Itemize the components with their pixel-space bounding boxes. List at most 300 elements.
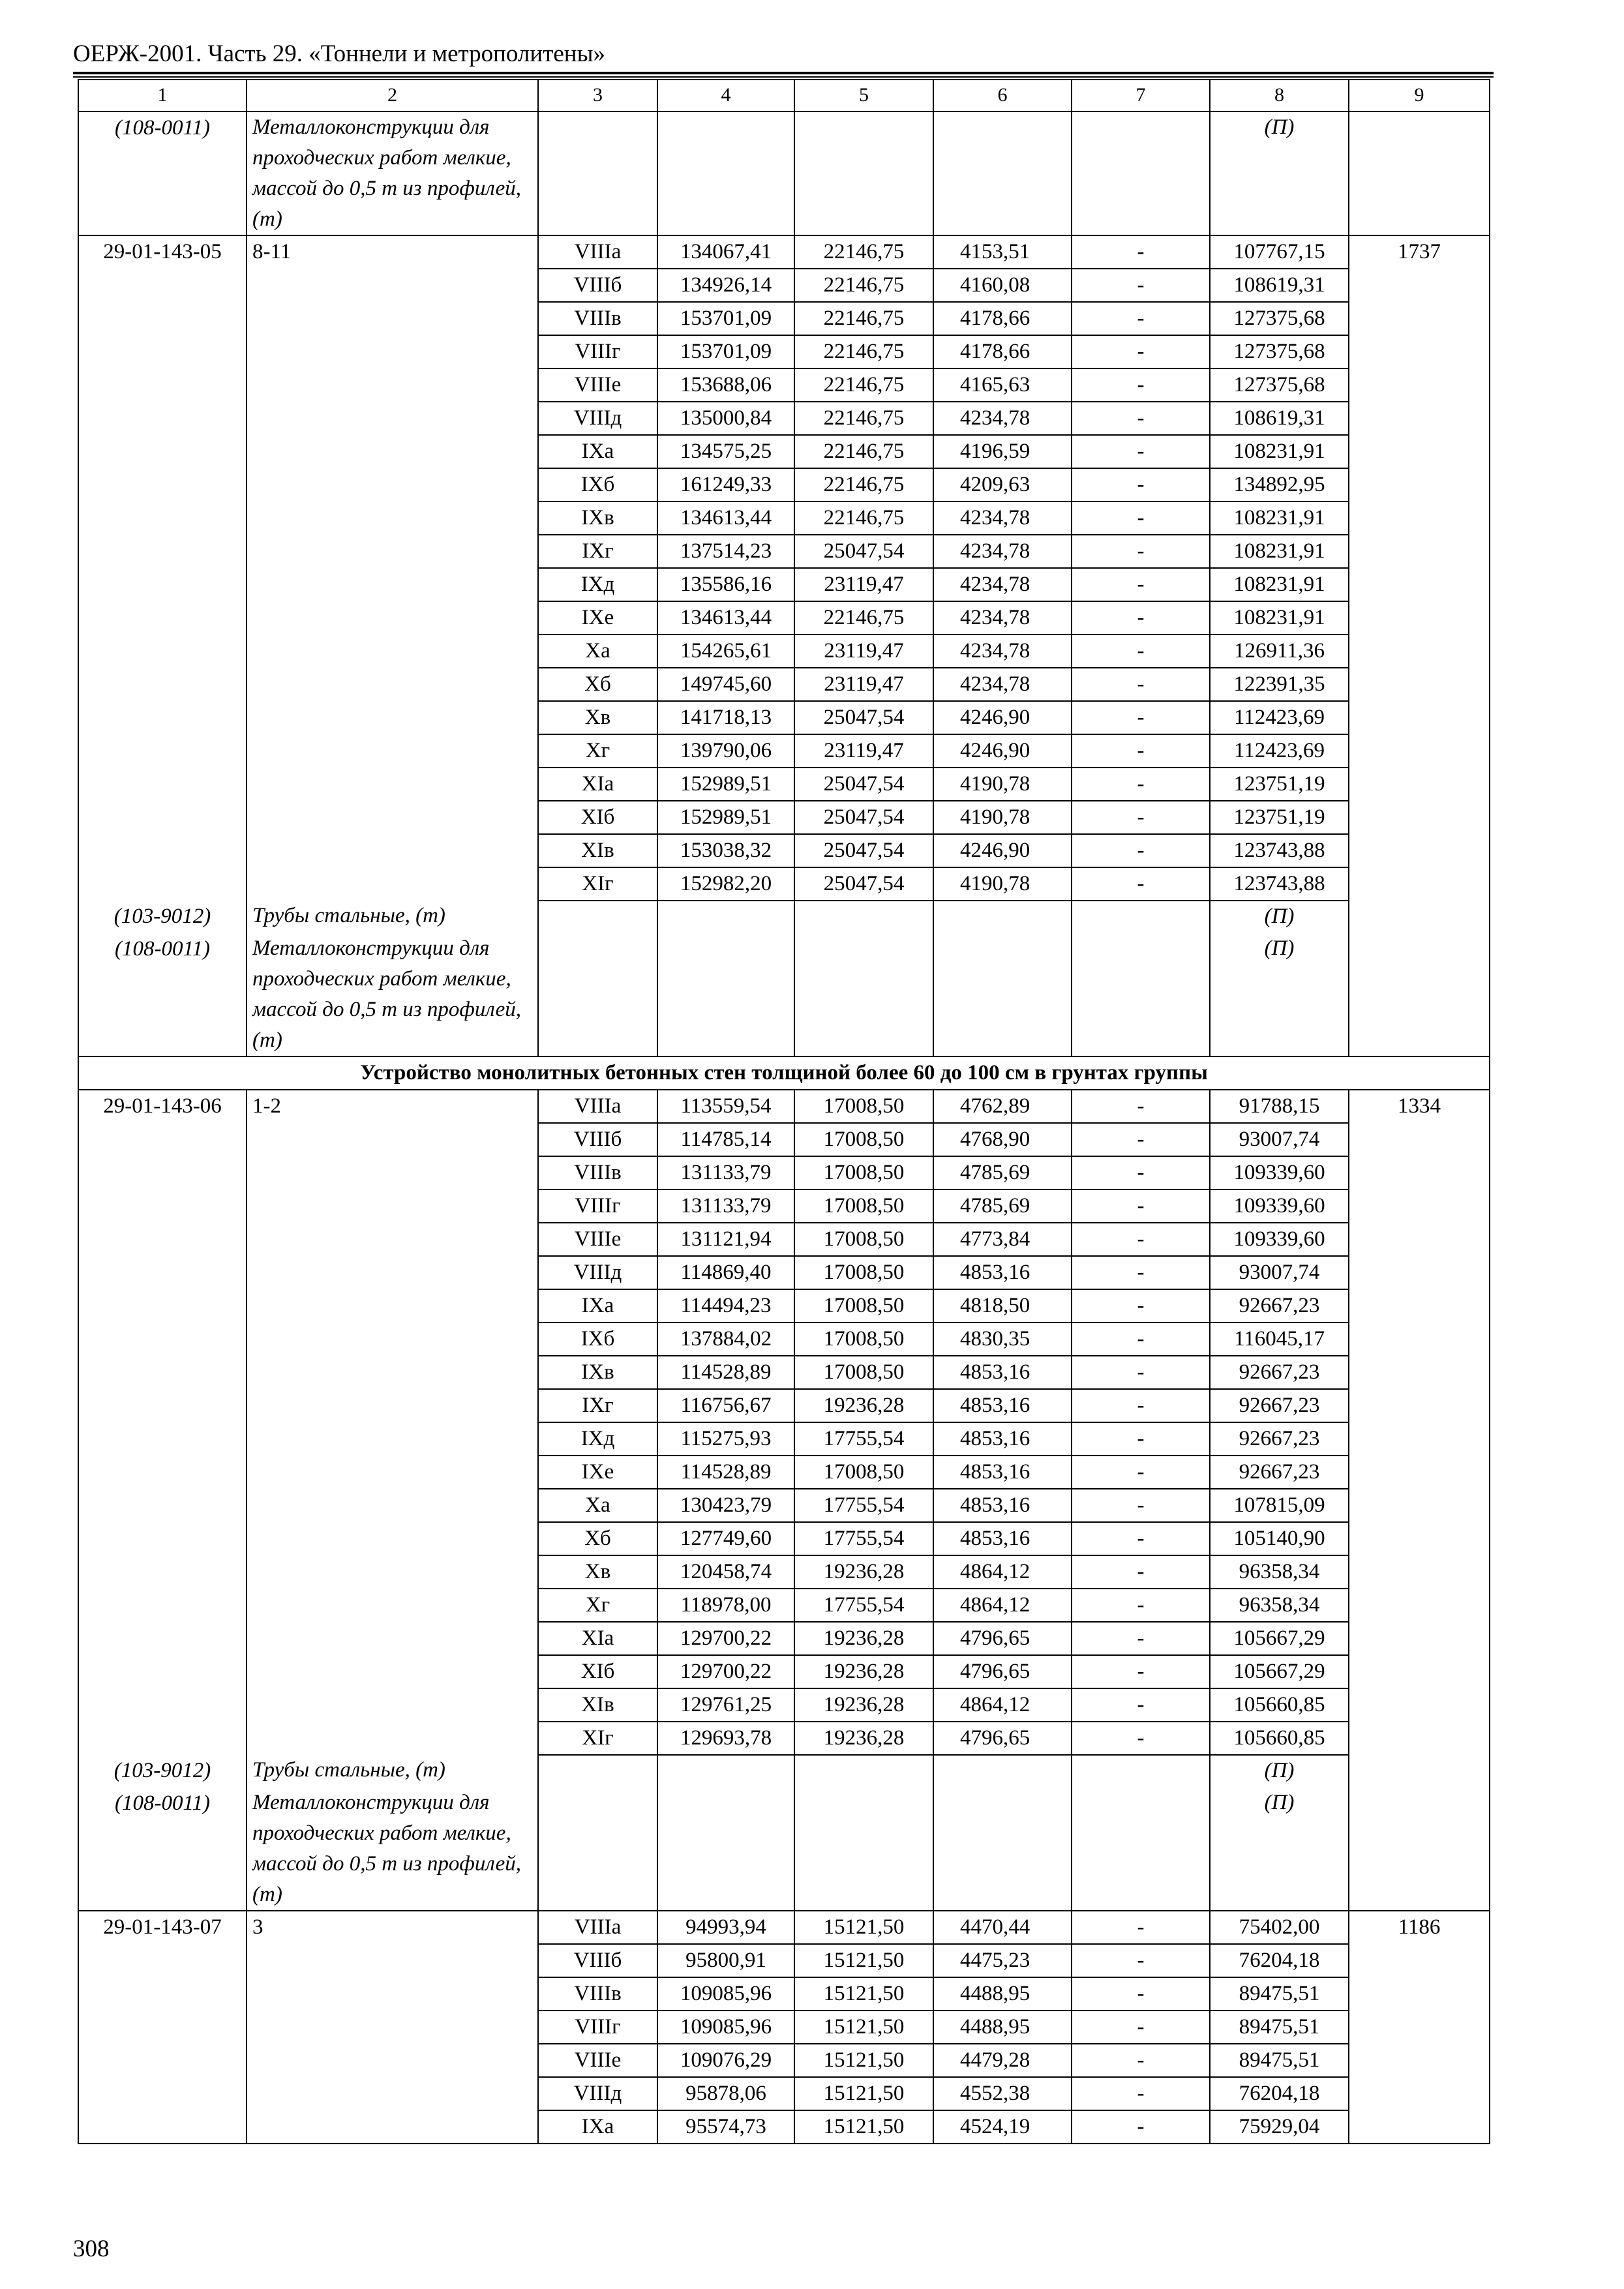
cell-materials: 96358,34 bbox=[1210, 1589, 1349, 1622]
cell-total: 130423,79 bbox=[657, 1489, 794, 1522]
resource-name: Трубы стальные, (т) bbox=[247, 1755, 538, 1788]
cell-total: 116756,67 bbox=[657, 1389, 794, 1422]
cell-materials: 92667,23 bbox=[1210, 1389, 1349, 1422]
resource-name: Металлоконструкции для проходческих работ мелкие, массой до 0,5 т из профилей, (т) bbox=[247, 1788, 538, 1911]
soil-group: VIIIд bbox=[538, 402, 657, 435]
cell-labor: 17008,50 bbox=[794, 1090, 933, 1123]
cell-col7: - bbox=[1072, 768, 1210, 801]
cell-machines: 4190,78 bbox=[933, 768, 1072, 801]
cell-materials: 126911,36 bbox=[1210, 635, 1349, 668]
cell-col7: - bbox=[1072, 1489, 1210, 1522]
cell-col7: - bbox=[1072, 302, 1210, 335]
soil-group: VIIIг bbox=[538, 1189, 657, 1223]
cell-total: 114528,89 bbox=[657, 1356, 794, 1389]
soil-group: XIа bbox=[538, 768, 657, 801]
cell-col7: - bbox=[1072, 568, 1210, 601]
soil-group: XIв bbox=[538, 1688, 657, 1722]
cell-labor: 19236,28 bbox=[794, 1389, 933, 1422]
cell-materials: 75402,00 bbox=[1210, 1911, 1349, 1944]
cell-labor: 17008,50 bbox=[794, 1356, 933, 1389]
cell-col7: - bbox=[1072, 1944, 1210, 1977]
soil-group: Xв bbox=[538, 1555, 657, 1589]
cell-machines: 4246,90 bbox=[933, 734, 1072, 768]
cell-materials: 108619,31 bbox=[1210, 269, 1349, 302]
cell-machines: 4796,65 bbox=[933, 1622, 1072, 1655]
cell-total: 134613,44 bbox=[657, 501, 794, 535]
cell-machines: 4853,16 bbox=[933, 1256, 1072, 1289]
cell-materials: 108231,91 bbox=[1210, 501, 1349, 535]
cell-materials: 127375,68 bbox=[1210, 335, 1349, 368]
cell-col7: - bbox=[1072, 535, 1210, 568]
cell-machines: 4853,16 bbox=[933, 1522, 1072, 1555]
column-header: 1 bbox=[78, 80, 247, 112]
cell-col7: - bbox=[1072, 235, 1210, 269]
cell-machines: 4853,16 bbox=[933, 1422, 1072, 1456]
soil-group: XIа bbox=[538, 1622, 657, 1655]
cell-materials: 107767,15 bbox=[1210, 235, 1349, 269]
cell-col7: - bbox=[1072, 2110, 1210, 2144]
cell-labor: 25047,54 bbox=[794, 834, 933, 867]
cell-machines: 4190,78 bbox=[933, 801, 1072, 834]
cell-total: 134067,41 bbox=[657, 235, 794, 269]
cell-labor: 17008,50 bbox=[794, 1189, 933, 1223]
cell-total: 152989,51 bbox=[657, 768, 794, 801]
soil-group: VIIIа bbox=[538, 235, 657, 269]
norm-code: 29-01-143-05 bbox=[78, 235, 247, 901]
soil-group: IXв bbox=[538, 501, 657, 535]
cell-labor: 23119,47 bbox=[794, 668, 933, 701]
cell-total: 161249,33 bbox=[657, 468, 794, 501]
cell-materials: 76204,18 bbox=[1210, 1944, 1349, 1977]
cell-machines: 4864,12 bbox=[933, 1688, 1072, 1722]
cell-labor: 17755,54 bbox=[794, 1522, 933, 1555]
column-header: 2 bbox=[247, 80, 538, 112]
cell-materials: 92667,23 bbox=[1210, 1422, 1349, 1456]
cell-col7: - bbox=[1072, 1622, 1210, 1655]
cell-labor: 19236,28 bbox=[794, 1688, 933, 1722]
cell-col7: - bbox=[1072, 1356, 1210, 1389]
cell-total: 152989,51 bbox=[657, 801, 794, 834]
cell-machines: 4552,38 bbox=[933, 2077, 1072, 2110]
cell-labor: 17008,50 bbox=[794, 1456, 933, 1489]
cell-total: 137514,23 bbox=[657, 535, 794, 568]
cell-col7: - bbox=[1072, 1389, 1210, 1422]
cell-materials: 89475,51 bbox=[1210, 2044, 1349, 2077]
cell-total: 95800,91 bbox=[657, 1944, 794, 1977]
cell-labor: 22146,75 bbox=[794, 335, 933, 368]
cell-machines: 4864,12 bbox=[933, 1589, 1072, 1622]
soil-group: Xб bbox=[538, 1522, 657, 1555]
cell-materials: 123743,88 bbox=[1210, 867, 1349, 901]
cell-machines: 4853,16 bbox=[933, 1489, 1072, 1522]
table-row bbox=[78, 1090, 1490, 1123]
resource-mark: (П) bbox=[1210, 933, 1349, 1056]
cell-col7: - bbox=[1072, 2011, 1210, 2044]
cell-labor: 15121,50 bbox=[794, 1944, 933, 1977]
cell-machines: 4165,63 bbox=[933, 368, 1072, 402]
cell-col7: - bbox=[1072, 501, 1210, 535]
soil-group: VIIIа bbox=[538, 1911, 657, 1944]
cell-col7: - bbox=[1072, 1256, 1210, 1289]
soil-group: IXа bbox=[538, 435, 657, 468]
cell-materials: 105140,90 bbox=[1210, 1522, 1349, 1555]
cell-col7: - bbox=[1072, 1090, 1210, 1123]
soil-group: XIб bbox=[538, 1655, 657, 1688]
cell-col7: - bbox=[1072, 701, 1210, 734]
resource-name: Металлоконструкции для проходческих работ мелкие, массой до 0,5 т из профилей, (т) bbox=[247, 933, 538, 1056]
cell-labor: 17008,50 bbox=[794, 1223, 933, 1256]
cell-col7: - bbox=[1072, 1522, 1210, 1555]
cell-machines: 4853,16 bbox=[933, 1389, 1072, 1422]
soil-group: IXб bbox=[538, 468, 657, 501]
soil-group: Xв bbox=[538, 701, 657, 734]
resource-code: (103-9012) bbox=[78, 1755, 247, 1788]
cell-total: 113559,54 bbox=[657, 1090, 794, 1123]
cell-materials: 112423,69 bbox=[1210, 701, 1349, 734]
cell-total: 141718,13 bbox=[657, 701, 794, 734]
cell-materials: 105667,29 bbox=[1210, 1622, 1349, 1655]
cell-labor: 22146,75 bbox=[794, 468, 933, 501]
cell-materials: 109339,60 bbox=[1210, 1223, 1349, 1256]
resource-code: (108-0011) bbox=[78, 1788, 247, 1911]
soil-group: IXа bbox=[538, 1289, 657, 1323]
cell-labor: 22146,75 bbox=[794, 302, 933, 335]
soil-group: Xг bbox=[538, 734, 657, 768]
cell-total: 95574,73 bbox=[657, 2110, 794, 2144]
cell-labor: 15121,50 bbox=[794, 2077, 933, 2110]
cell-col7: - bbox=[1072, 867, 1210, 901]
cell-labor: 22146,75 bbox=[794, 402, 933, 435]
cell-labor: 15121,50 bbox=[794, 2011, 933, 2044]
cell-col7: - bbox=[1072, 1688, 1210, 1722]
cell-labor: 22146,75 bbox=[794, 601, 933, 635]
cell-labor: 17008,50 bbox=[794, 1323, 933, 1356]
cell-labor: 15121,50 bbox=[794, 2110, 933, 2144]
cell-total: 129700,22 bbox=[657, 1655, 794, 1688]
cell-materials: 116045,17 bbox=[1210, 1323, 1349, 1356]
cell-labor: 25047,54 bbox=[794, 801, 933, 834]
cell-labor: 19236,28 bbox=[794, 1555, 933, 1589]
cell-labor: 22146,75 bbox=[794, 368, 933, 402]
cell-total: 131133,79 bbox=[657, 1156, 794, 1189]
resource-name: Трубы стальные, (т) bbox=[247, 901, 538, 933]
cell-labor: 15121,50 bbox=[794, 2044, 933, 2077]
column-header: 5 bbox=[794, 80, 933, 112]
resource-row-metal bbox=[78, 1788, 1490, 1911]
column-header: 6 bbox=[933, 80, 1072, 112]
cell-machines: 4160,08 bbox=[933, 269, 1072, 302]
resource-mark: (П) bbox=[1210, 901, 1349, 933]
cell-machines: 4785,69 bbox=[933, 1156, 1072, 1189]
soil-group: XIб bbox=[538, 801, 657, 834]
cell-machines: 4234,78 bbox=[933, 535, 1072, 568]
document-title: ОЕРЖ-2001. Часть 29. «Тоннели и метрополитены» bbox=[73, 40, 605, 67]
soil-group: IXг bbox=[538, 1389, 657, 1422]
cell-materials: 92667,23 bbox=[1210, 1289, 1349, 1323]
cell-total: 118978,00 bbox=[657, 1589, 794, 1622]
cell-col7: - bbox=[1072, 1655, 1210, 1688]
cell-materials: 108619,31 bbox=[1210, 402, 1349, 435]
cell-total: 153701,09 bbox=[657, 335, 794, 368]
cell-col7: - bbox=[1072, 635, 1210, 668]
soil-group: VIIIв bbox=[538, 302, 657, 335]
soil-group: VIIIе bbox=[538, 1223, 657, 1256]
cell-materials: 92667,23 bbox=[1210, 1456, 1349, 1489]
resource-code: (108-0011) bbox=[78, 933, 247, 1056]
cell-materials: 127375,68 bbox=[1210, 368, 1349, 402]
cell-materials: 107815,09 bbox=[1210, 1489, 1349, 1522]
cell-total: 115275,93 bbox=[657, 1422, 794, 1456]
cell-labor: 25047,54 bbox=[794, 768, 933, 801]
cell-labor: 17755,54 bbox=[794, 1589, 933, 1622]
soil-group: VIIIд bbox=[538, 1256, 657, 1289]
cell-machines: 4178,66 bbox=[933, 302, 1072, 335]
cell-labor: 17008,50 bbox=[794, 1123, 933, 1156]
cell-labor: 15121,50 bbox=[794, 1977, 933, 2011]
soil-group: VIIIе bbox=[538, 2044, 657, 2077]
cell-total: 135586,16 bbox=[657, 568, 794, 601]
resource-mark: (П) bbox=[1210, 1788, 1349, 1911]
soil-group: VIIIв bbox=[538, 1156, 657, 1189]
cell-total: 153688,06 bbox=[657, 368, 794, 402]
cell-col7: - bbox=[1072, 668, 1210, 701]
cell-machines: 4488,95 bbox=[933, 1977, 1072, 2011]
resource-mark: (П) bbox=[1210, 112, 1349, 235]
cell-machines: 4246,90 bbox=[933, 834, 1072, 867]
cell-machines: 4768,90 bbox=[933, 1123, 1072, 1156]
cell-labor: 23119,47 bbox=[794, 734, 933, 768]
cell-machines: 4773,84 bbox=[933, 1223, 1072, 1256]
cell-materials: 108231,91 bbox=[1210, 535, 1349, 568]
soil-group: VIIIа bbox=[538, 1090, 657, 1123]
cell-materials: 92667,23 bbox=[1210, 1356, 1349, 1389]
norm-name: 8-11 bbox=[247, 235, 538, 901]
cell-total: 152982,20 bbox=[657, 867, 794, 901]
page-number: 308 bbox=[73, 2236, 110, 2262]
cell-materials: 134892,95 bbox=[1210, 468, 1349, 501]
column-header: 7 bbox=[1072, 80, 1210, 112]
cell-col7: - bbox=[1072, 335, 1210, 368]
cell-total: 129693,78 bbox=[657, 1722, 794, 1755]
cell-total: 131133,79 bbox=[657, 1189, 794, 1223]
cell-machines: 4209,63 bbox=[933, 468, 1072, 501]
cell-materials: 109339,60 bbox=[1210, 1156, 1349, 1189]
column-header: 9 bbox=[1349, 80, 1490, 112]
cell-labor: 22146,75 bbox=[794, 501, 933, 535]
resource-row-metal bbox=[78, 933, 1490, 1056]
cell-labor: 17008,50 bbox=[794, 1156, 933, 1189]
cell-labor: 19236,28 bbox=[794, 1655, 933, 1688]
cell-col7: - bbox=[1072, 1422, 1210, 1456]
cell-machines: 4524,19 bbox=[933, 2110, 1072, 2144]
cell-labor: 17755,54 bbox=[794, 1489, 933, 1522]
resource-mark: (П) bbox=[1210, 1755, 1349, 1788]
cell-total: 95878,06 bbox=[657, 2077, 794, 2110]
cell-col7: - bbox=[1072, 1123, 1210, 1156]
cell-col7: - bbox=[1072, 1323, 1210, 1356]
cell-total: 129761,25 bbox=[657, 1688, 794, 1722]
cell-machines: 4864,12 bbox=[933, 1555, 1072, 1589]
resource-code: (103-9012) bbox=[78, 901, 247, 933]
cell-materials: 89475,51 bbox=[1210, 2011, 1349, 2044]
cell-machines: 4488,95 bbox=[933, 2011, 1072, 2044]
cell-materials: 123751,19 bbox=[1210, 768, 1349, 801]
soil-group: IXб bbox=[538, 1323, 657, 1356]
soil-group: XIг bbox=[538, 867, 657, 901]
column-header-row bbox=[78, 80, 1490, 112]
cell-col7: - bbox=[1072, 468, 1210, 501]
cell-total: 114494,23 bbox=[657, 1289, 794, 1323]
soil-group: IXг bbox=[538, 535, 657, 568]
cell-materials: 108231,91 bbox=[1210, 435, 1349, 468]
cell-col7: - bbox=[1072, 1589, 1210, 1622]
cell-machines: 4246,90 bbox=[933, 701, 1072, 734]
cell-machines: 4818,50 bbox=[933, 1289, 1072, 1323]
cell-total: 120458,74 bbox=[657, 1555, 794, 1589]
cell-col7: - bbox=[1072, 368, 1210, 402]
soil-group: XIг bbox=[538, 1722, 657, 1755]
cell-machines: 4853,16 bbox=[933, 1456, 1072, 1489]
cell-machines: 4785,69 bbox=[933, 1189, 1072, 1223]
cell-materials: 93007,74 bbox=[1210, 1256, 1349, 1289]
cell-labor: 22146,75 bbox=[794, 269, 933, 302]
cell-total: 114528,89 bbox=[657, 1456, 794, 1489]
cell-labor: 17755,54 bbox=[794, 1422, 933, 1456]
resource-row-pipes bbox=[78, 1755, 1490, 1788]
cell-materials: 89475,51 bbox=[1210, 1977, 1349, 2011]
column-header: 3 bbox=[538, 80, 657, 112]
soil-group: VIIIб bbox=[538, 1123, 657, 1156]
cell-col7: - bbox=[1072, 2077, 1210, 2110]
cell-machines: 4479,28 bbox=[933, 2044, 1072, 2077]
cell-machines: 4234,78 bbox=[933, 402, 1072, 435]
cell-materials: 105660,85 bbox=[1210, 1722, 1349, 1755]
cell-col9: 1334 bbox=[1349, 1090, 1490, 1755]
column-header: 4 bbox=[657, 80, 794, 112]
cell-materials: 91788,15 bbox=[1210, 1090, 1349, 1123]
column-header: 8 bbox=[1210, 80, 1349, 112]
cell-machines: 4190,78 bbox=[933, 867, 1072, 901]
cell-machines: 4796,65 bbox=[933, 1655, 1072, 1688]
cell-labor: 23119,47 bbox=[794, 635, 933, 668]
resource-name: Металлоконструкции для проходческих работ мелкие, массой до 0,5 т из профилей, (т) bbox=[247, 112, 538, 235]
cell-col7: - bbox=[1072, 269, 1210, 302]
cell-total: 114785,14 bbox=[657, 1123, 794, 1156]
cell-materials: 109339,60 bbox=[1210, 1189, 1349, 1223]
cell-machines: 4234,78 bbox=[933, 635, 1072, 668]
cell-labor: 17008,50 bbox=[794, 1289, 933, 1323]
cell-machines: 4178,66 bbox=[933, 335, 1072, 368]
cell-total: 135000,84 bbox=[657, 402, 794, 435]
cell-col7: - bbox=[1072, 734, 1210, 768]
soil-group: Xа bbox=[538, 635, 657, 668]
cell-col7: - bbox=[1072, 1156, 1210, 1189]
section-title: Устройство монолитных бетонных стен толщиной более 60 до 100 см в грунтах группы bbox=[78, 1056, 1490, 1090]
soil-group: XIв bbox=[538, 834, 657, 867]
cell-labor: 25047,54 bbox=[794, 535, 933, 568]
cell-machines: 4234,78 bbox=[933, 568, 1072, 601]
cell-col7: - bbox=[1072, 834, 1210, 867]
cell-col7: - bbox=[1072, 601, 1210, 635]
cell-labor: 15121,50 bbox=[794, 1911, 933, 1944]
cell-total: 149745,60 bbox=[657, 668, 794, 701]
cell-total: 153038,32 bbox=[657, 834, 794, 867]
cell-col7: - bbox=[1072, 1977, 1210, 2011]
soil-group: Xг bbox=[538, 1589, 657, 1622]
cell-materials: 123751,19 bbox=[1210, 801, 1349, 834]
resource-code: (108-0011) bbox=[78, 112, 247, 235]
norm-code: 29-01-143-07 bbox=[78, 1911, 247, 2144]
cell-col7: - bbox=[1072, 1911, 1210, 1944]
norm-name: 3 bbox=[247, 1911, 538, 2144]
cell-col7: - bbox=[1072, 402, 1210, 435]
cell-machines: 4853,16 bbox=[933, 1356, 1072, 1389]
cell-machines: 4153,51 bbox=[933, 235, 1072, 269]
cell-col7: - bbox=[1072, 1722, 1210, 1755]
cell-col7: - bbox=[1072, 2044, 1210, 2077]
cell-labor: 25047,54 bbox=[794, 701, 933, 734]
table-row bbox=[78, 235, 1490, 269]
resource-row-metal bbox=[78, 112, 1490, 235]
table-row bbox=[78, 1911, 1490, 1944]
soil-group: IXд bbox=[538, 568, 657, 601]
soil-group: IXд bbox=[538, 1422, 657, 1456]
cell-materials: 93007,74 bbox=[1210, 1123, 1349, 1156]
page-header bbox=[73, 39, 1494, 74]
cell-labor: 19236,28 bbox=[794, 1722, 933, 1755]
cell-machines: 4830,35 bbox=[933, 1323, 1072, 1356]
cell-total: 114869,40 bbox=[657, 1256, 794, 1289]
cell-machines: 4796,65 bbox=[933, 1722, 1072, 1755]
soil-group: IXе bbox=[538, 601, 657, 635]
cell-labor: 22146,75 bbox=[794, 235, 933, 269]
cell-materials: 105667,29 bbox=[1210, 1655, 1349, 1688]
cell-machines: 4196,59 bbox=[933, 435, 1072, 468]
cell-labor: 25047,54 bbox=[794, 867, 933, 901]
cell-total: 127749,60 bbox=[657, 1522, 794, 1555]
cell-materials: 112423,69 bbox=[1210, 734, 1349, 768]
cell-materials: 127375,68 bbox=[1210, 302, 1349, 335]
soil-group: IXв bbox=[538, 1356, 657, 1389]
cell-total: 137884,02 bbox=[657, 1323, 794, 1356]
cell-col7: - bbox=[1072, 1456, 1210, 1489]
soil-group: VIIIе bbox=[538, 368, 657, 402]
soil-group: IXе bbox=[538, 1456, 657, 1489]
cell-machines: 4234,78 bbox=[933, 601, 1072, 635]
cell-machines: 4762,89 bbox=[933, 1090, 1072, 1123]
cell-materials: 122391,35 bbox=[1210, 668, 1349, 701]
cell-machines: 4470,44 bbox=[933, 1911, 1072, 1944]
section-title-row bbox=[78, 1056, 1490, 1090]
cell-machines: 4475,23 bbox=[933, 1944, 1072, 1977]
cell-total: 134926,14 bbox=[657, 269, 794, 302]
cell-col9: 1186 bbox=[1349, 1911, 1490, 2144]
cell-total: 134575,25 bbox=[657, 435, 794, 468]
cell-total: 109076,29 bbox=[657, 2044, 794, 2077]
soil-group: VIIIг bbox=[538, 335, 657, 368]
soil-group: VIIIд bbox=[538, 2077, 657, 2110]
cell-materials: 105660,85 bbox=[1210, 1688, 1349, 1722]
cell-col7: - bbox=[1072, 1555, 1210, 1589]
cell-total: 109085,96 bbox=[657, 2011, 794, 2044]
cell-total: 153701,09 bbox=[657, 302, 794, 335]
cell-machines: 4234,78 bbox=[933, 668, 1072, 701]
cell-machines: 4234,78 bbox=[933, 501, 1072, 535]
soil-group: Xб bbox=[538, 668, 657, 701]
soil-group: VIIIв bbox=[538, 1977, 657, 2011]
cell-materials: 76204,18 bbox=[1210, 2077, 1349, 2110]
cell-materials: 108231,91 bbox=[1210, 601, 1349, 635]
